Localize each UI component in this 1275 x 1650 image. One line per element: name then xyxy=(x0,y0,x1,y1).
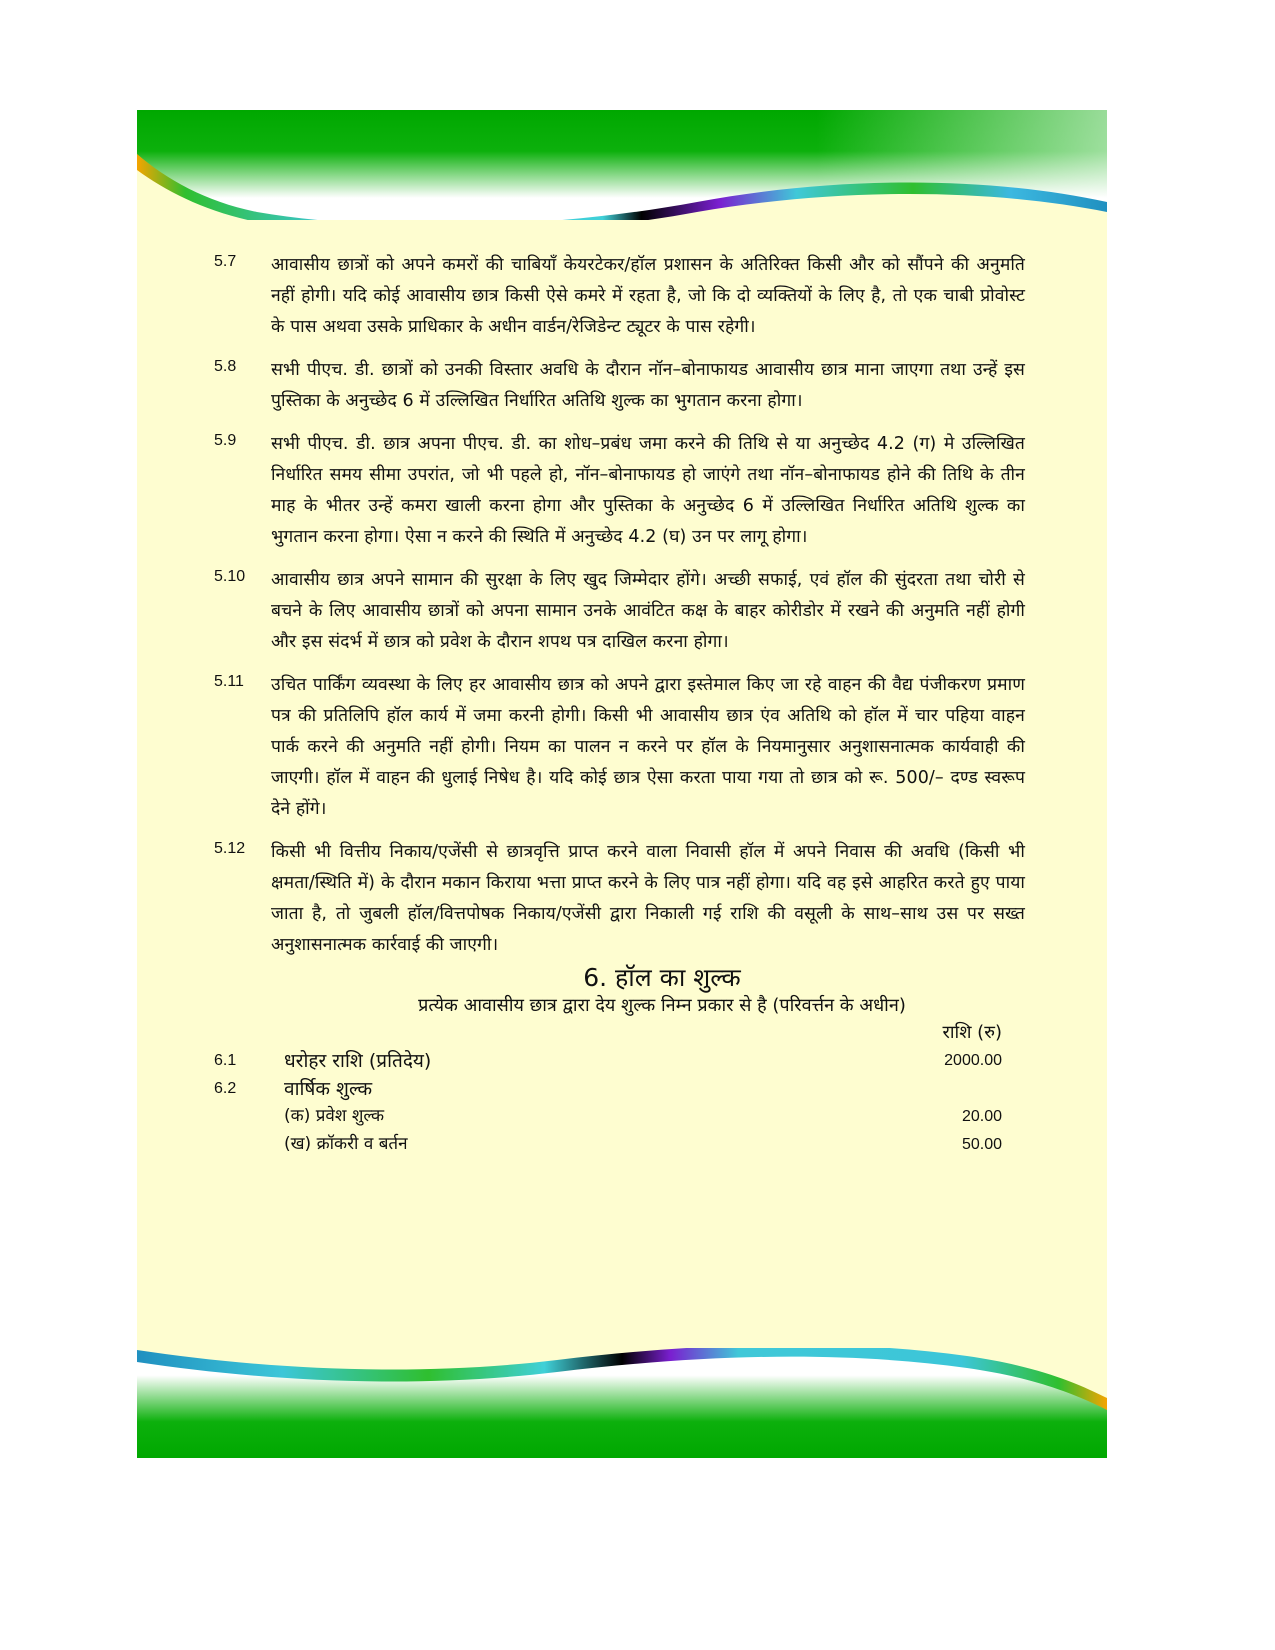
clause-number: 5.7 xyxy=(214,253,237,270)
clause-5-7 xyxy=(137,250,1107,343)
clause-number: 5.10 xyxy=(214,568,246,585)
fee-amount: 50.00 xyxy=(961,1136,1002,1153)
fee-amount: 2000.00 xyxy=(944,1052,1002,1069)
clause-5-10 xyxy=(137,565,1107,658)
clause-text: उचित पार्किंग व्यवस्था के लिए हर आवासीय छात्र को अपने द्वारा इस्तेमाल किए जा रहे वाहन की वैद्य पंजीकरण प्रमाण पत्र की प्रतिलिपि हॉल कार्य में जमा करनी होगी। किसी भी आवासीय छात्र एंव अतिथि को हॉल में चार पहिया वाहन पार्क करने की अनुमति नहीं होगी। नियम का पालन न करने पर हॉल के नियमानुसार अनुशासनात्मक कार्यवाही की जाएगी। हॉल में वाहन की धुलाई निषेध है। यदि कोई छात्र ऐसा करता पाया गया तो छात्र को रू. 500/– दण्ड स्वरूप देने होंगे। xyxy=(271,675,1025,819)
clause-number: 5.9 xyxy=(214,432,237,449)
document-page xyxy=(137,110,1107,1458)
fee-label: (क) प्रवेश शुल्क xyxy=(284,1106,385,1126)
amount-column-header: राशि (रु) xyxy=(942,1022,1002,1043)
fee-row xyxy=(137,1131,1107,1159)
fee-label: (ख) क्रॉकरी व बर्तन xyxy=(284,1134,408,1154)
fee-row xyxy=(137,1047,1107,1075)
clause-text: सभी पीएच. डी. छात्र अपना पीएच. डी. का शोध–प्रबंध जमा करने की तिथि से या अनुच्छेद 4.2 (ग) मे उल्लिखित निर्धारित समय सीमा उपरांत, जो भी पहले हो, नॉन–बोनाफायड हो जाएंगे तथा नॉन–बोनाफायड होने की तिथि के तीन माह के भीतर उन्हें कमरा खाली करना होगा और पुस्तिका के अनुच्छेद 6 में उल्लिखित निर्धारित अतिथि शुल्क का भुगतान करना होगा। ऐसा न करने की स्थिति में अनुच्छेद 4.2 (घ) उन पर लागू होगा। xyxy=(271,434,1025,547)
fee-label: वार्षिक शुल्क xyxy=(284,1078,373,1100)
clause-5-12 xyxy=(137,837,1107,961)
clause-text: किसी भी वित्तीय निकाय/एजेंसी से छात्रवृत्ति प्राप्त करने वाला निवासी हॉल में अपने निवास की अवधि (किसी भी क्षमता/स्थिति में) के दौरान मकान किराया भत्ता प्राप्त करने के लिए पात्र नहीं होगा। यदि वह इसे आहरित करते हुए पाया जाता है, तो जुबली हॉल/वित्तपोषक निकाय/एजेंसी द्वारा निकाली गई राशि की वसूली के साथ–साथ उस पर सख्त अनुशासनात्मक कार्रवाई की जाएगी। xyxy=(271,842,1025,955)
fee-number: 6.1 xyxy=(214,1052,237,1069)
fee-amount: 20.00 xyxy=(961,1108,1002,1125)
section-subtitle: प्रत्येक आवासीय छात्र द्वारा देय शुल्क निम्न प्रकार से है (परिवर्त्तन के अधीन) xyxy=(418,995,906,1016)
top-banner-wave xyxy=(137,110,1107,220)
clause-5-8 xyxy=(137,355,1107,417)
clause-5-11 xyxy=(137,670,1107,825)
fee-row xyxy=(137,1103,1107,1131)
document-body xyxy=(137,250,1107,1159)
bottom-banner-wave xyxy=(137,1348,1107,1458)
clause-number: 5.8 xyxy=(214,358,237,375)
clause-text: आवासीय छात्रों को अपने कमरों की चाबियाँ केयरटेकर/हॉल प्रशासन के अतिरिक्त किसी और को सौंपने की अनुमति नहीं होगी। यदि कोई आवासीय छात्र किसी ऐसे कमरे में रहता है, जो कि दो व्यक्तियों के लिए है, तो एक चाबी प्रोवोस्ट के पास अथवा उसके प्राधिकार के अधीन वार्डन/रेजिडेन्ट ट्यूटर के पास रहेगी। xyxy=(271,255,1025,337)
fee-number: 6.2 xyxy=(214,1080,237,1097)
clause-number: 5.11 xyxy=(214,673,244,690)
fee-row xyxy=(137,1075,1107,1103)
fee-label: धरोहर राशि (प्रतिदेय) xyxy=(284,1050,432,1072)
section-title: 6. हॉल का शुल्क xyxy=(583,963,741,992)
clause-5-9 xyxy=(137,429,1107,553)
clause-text: सभी पीएच. डी. छात्रों को उनकी विस्तार अवधि के दौरान नॉन–बोनाफायड आवासीय छात्र माना जाएगा तथा उन्हें इस पुस्तिका के अनुच्छेद 6 में उल्लिखित निर्धारित अतिथि शुल्क का भुगतान करना होगा। xyxy=(271,360,1025,411)
clause-number: 5.12 xyxy=(214,840,246,857)
clause-text: आवासीय छात्र अपने सामान की सुरक्षा के लिए खुद जिम्मेदार होंगे। अच्छी सफाई, एवं हॉल की सुंदरता तथा चोरी से बचने के लिए आवासीय छात्रों को अपना सामान उनके आवंटित कक्ष के बाहर कोरीडोर में रखने की अनुमति नहीं होगी और इस संदर्भ में छात्र को प्रवेश के दौरान शपथ पत्र दाखिल करना होगा। xyxy=(271,570,1025,652)
